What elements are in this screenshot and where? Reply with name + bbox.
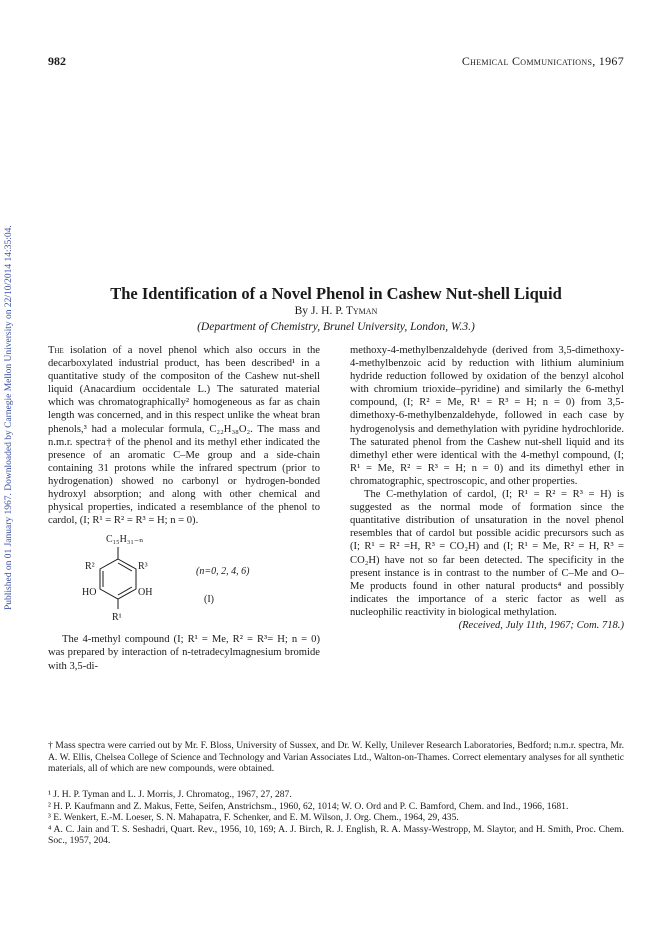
provenance-text[interactable]: Published on 01 January 1967. Downloaded by Carnegie Mellon University on 22/10/2014 14:35:04. xyxy=(4,225,14,610)
side-chain-label: C₁₅H₃₁₋ₙ xyxy=(106,534,144,546)
page-number: 982 xyxy=(48,54,66,68)
compound-number: (I) xyxy=(204,594,214,606)
structure-figure xyxy=(48,533,320,627)
reference-2: ² H. P. Kaufmann and Z. Makus, Fette, Seifen, Anstrichsm., 1960, 62, 1014; W. O. Ord and P. C. Bamford, Chem. and Ind., 1966, 1681. xyxy=(48,800,569,812)
oh-label: OH xyxy=(138,587,153,599)
paragraph-intro xyxy=(48,344,320,527)
paragraph-intro-text: isolation of a novel phenol which also occurs in the decarboxylated industrial product, has been described¹ in a quantitative study of the compositon of the Cashew nut-shell liquid (Anacardium occidentale L.) The saturated material which was chromatographically² homogeneous as far as chain length was concerned, and in this respect unlike the wheat bran phenols,³ had a molecular formula, C₂₂H₃₈O₂. The mass and n.m.r. spectra† of the phenol and its methyl ether indicated the presence of an aromatic C–Me group and a side-chain containing 31 protons while the infrared spectrum (prior to hydrogenation) showed no carbonyl or hydrogen-bonded hydroxyl absorption; and along with other chemical and physical properties, indicated a resemblance of the phenol to cardol, (I; R¹ = R² = R³ = H; n = 0). xyxy=(48,345,320,527)
byline-prefix: By xyxy=(294,305,309,317)
author-name: J. H. P. Tyman xyxy=(310,305,378,317)
lead-word: The xyxy=(48,345,64,356)
r3-label: R³ xyxy=(138,561,148,573)
references-list xyxy=(48,789,624,847)
provenance-watermark xyxy=(2,140,16,610)
paragraph-continued: methoxy-4-methylbenzaldehyde (derived from 3,5-dimethoxy-4-methylbenzoic acid by reduction with lithium aluminium hydride reduction followed by oxidation of the benzyl alcohol with chromium trioxide–pyridine) and similarly the 6-methyl compound, (I; R² = Me, R¹ = R³ = H; n = 0) from 3,5-dimethoxy-6-methylbenzaldehyde, followed in each case by hydrogenolysis and demethylation with pyridine hydrochloride. The saturated phenol from the Cashew nut-shell liquid and its dimethyl ether were identical with the 4-methyl compound, (I; R¹ = Me, R² = R³ = H; n = 0) and its dimethyl ether in chromatographic, spectroscopic, and other properties. xyxy=(350,345,624,487)
reference-4: ⁴ A. C. Jain and T. S. Seshadri, Quart. Rev., 1956, 10, 169; A. J. Birch, R. J. English, R. A. Massy-Westropp, M. Slaytor, and H. Smith, Proc. Chem. Soc., 1957, 204. xyxy=(48,823,624,847)
r1-label: R¹ xyxy=(112,612,122,624)
byline xyxy=(48,305,624,317)
paragraph-methylation: The C-methylation of cardol, (I; R¹ = R² = R³ = H) is suggested as the normal mode of formation since the quantitative distribution of unsaturation in the novel phenol resembles that of cardol but possible acidic precursors such as (I; R¹ = R² =H, R³ = CO₂H) and (I; R¹ = Me, R² = H, R³ = CO₂H) have not so far been detected. The specificity in the present instance is in contrast to the number of C–Me and O–Me products found in other natural products⁴ and possibly indicates the importance of a steric factor as well as nucleophilic reactivity in biological methylation. xyxy=(350,489,624,618)
article-title: The Identification of a Novel Phenol in Cashew Nut-shell Liquid xyxy=(110,284,562,303)
ho-label: HO xyxy=(82,587,97,599)
reference-3: ³ E. Wenkert, E.-M. Loeser, S. N. Mahapatra, F. Schenker, and E. M. Wilson, J. Org. Chem., 1964, 29, 435. xyxy=(48,812,459,824)
right-column xyxy=(350,344,624,632)
footnote-dagger: † Mass spectra were carried out by Mr. F. Bloss, University of Sussex, and Dr. W. Kelly, Unilever Research Laboratories, Bedford; n.m.r. spectra, Mr. A. W. Ellis, Chelsea College of Science and Technology and Varian Associates Ltd., Walton-on-Thames. Correct elementary analyses for all synthetic materials, all of which are new compounds, were obtained. xyxy=(48,740,624,775)
running-head: Chemical Communications, 1967 xyxy=(461,54,624,68)
received-date: (Received, July 11th, 1967; Com. 718.) xyxy=(458,619,624,631)
affiliation: (Department of Chemistry, Brunel University, London, W.3.) xyxy=(197,321,475,333)
r2-label: R² xyxy=(85,561,95,573)
reference-1: ¹ J. H. P. Tyman and L. J. Morris, J. Chromatog., 1967, 27, 287. xyxy=(48,789,292,800)
left-column xyxy=(48,344,320,673)
structure-condition: (n=0, 2, 4, 6) xyxy=(196,566,250,578)
paragraph-synthesis: The 4-methyl compound (I; R¹ = Me, R² = R³= H; n = 0) was prepared by interaction of n-tetradecylmagnesium bromide with 3,5-di- xyxy=(48,634,320,672)
